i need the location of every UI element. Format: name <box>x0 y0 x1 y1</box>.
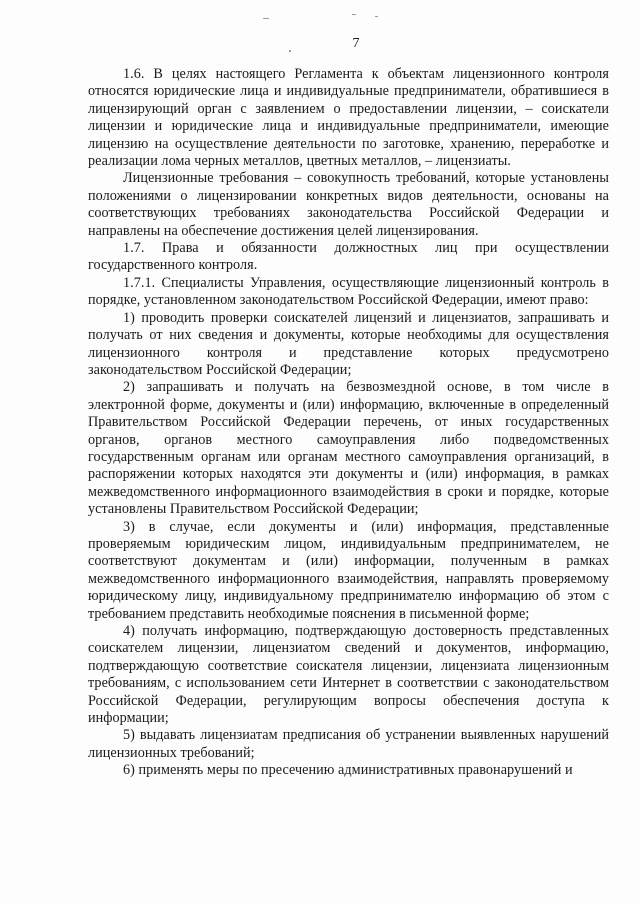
list-item-3-discrepancy-notice: 3) в случае, если документы и (или) информация, представленные проверяемым юридическим лицом, индивидуальным предпринимателем, не соответствуют документам и (или) информации, полученным в рамках межведомственного информационного взаимодействия, направлять проверяемому юридическому лицу, индивидуальному предпринимателю информацию об этом с требованием представить необходимые пояснения в письменной форме; <box>88 518 609 622</box>
scan-artifact <box>352 14 356 15</box>
scan-artifact <box>375 16 378 17</box>
list-item-6-apply-measures: 6) применять меры по пресечению административных правонарушений и <box>123 762 573 779</box>
list-item-5-issue-orders: 5) выдавать лицензиатам предписания об устранении выявленных нарушений лицензионных требований; <box>88 727 609 761</box>
paragraph-1-7-rights-and-duties: 1.7. Права и обязанности должностных лиц при осуществлении государственного контроля. <box>88 240 609 274</box>
paragraph-license-requirements-definition: Лицензионные требования – совокупность требований, которые установлены положениями о лицензировании конкретных видов деятельности, основаны на соответствующих требованиях законодательства Российской Федерации и направлены на обеспечение достижения целей лицензирования. <box>88 170 609 239</box>
list-item-2-request-documents: 2) запрашивать и получать на безвозмездной основе, в том числе в электронной форме, документы и (или) информацию, включенные в определенный Правительством Российской Федерации перечень, от иных государственных органов, органов местного самоуправления либо подведомственных государственным органам или органам местного самоуправления организаций, в распоряжении которых находятся эти документы и (или) информация, в рамках межведомственного информационного взаимодействия в сроки и порядке, которые установлены Правительством Российской Федерации; <box>88 379 609 518</box>
paragraph-1-7-1-specialists-rights: 1.7.1. Специалисты Управления, осуществляющие лицензионный контроль в порядке, установленном законодательством Российской Федерации, имеют право: <box>88 274 609 309</box>
list-item-1-conduct-inspections: 1) проводить проверки соискателей лицензий и лицензиатов, запрашивать и получать от них сведения и документы, которые необходимы для осуществления лицензионного контроля и представление которых предусмотрено законодательством Российской Федерации; <box>88 309 609 378</box>
scan-artifact <box>263 18 269 19</box>
paragraph-1-6-license-control-objects: 1.6. В целях настоящего Регламента к объектам лицензионного контроля относятся юридические лица и индивидуальные предприниматели, обратившиеся в лицензирующий орган с заявлением о предоставлении лицензии, – соискатели лицензии и юридические лица и индивидуальные предприниматели, имеющие лицензию на осуществление деятельности по заготовке, хранению, переработке и реализации лома черных металлов, цветных металлов, – лицензиаты. <box>88 66 609 170</box>
document-body <box>88 66 609 780</box>
list-item-4-obtain-information: 4) получать информацию, подтверждающую достоверность представленных соискателем лицензии, лицензиатом сведений и документов, информацию, подтверждающую соответствие соискателя лицензии, лицензиата лицензионным требованиям, с использованием сети Интернет в соответствии с законодательством Российской Федерации, регулирующим вопросы обеспечения доступа к информации; <box>88 623 609 727</box>
page-number: 7 <box>352 36 360 51</box>
